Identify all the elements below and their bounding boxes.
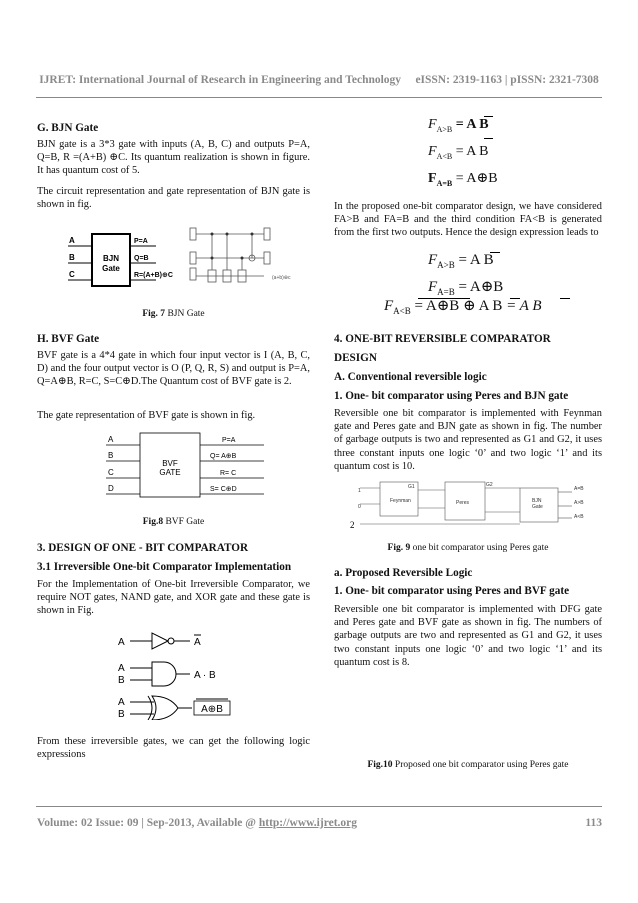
eq-top-1-rhs: = A B <box>455 117 489 132</box>
equations-top <box>428 114 498 194</box>
fig10-caption <box>334 760 602 770</box>
eq-mid-2-rhs: = A⊕B <box>458 279 504 295</box>
closing-paragraph: From these irreversible gates, we can get the following logic expressions <box>37 736 310 761</box>
not-gate-symbol <box>130 633 190 649</box>
fig8-input-d: D <box>108 484 114 493</box>
footer-volume: Volume: 02 Issue: 09 | Sep-2013, Available @ <box>37 817 259 829</box>
fig7-output-p: P=A <box>134 238 148 245</box>
fig7-quantum-output: (a+b)⊕c <box>272 275 291 281</box>
not-gate-output: A <box>194 637 201 648</box>
heading-peres-bjn: 1. One- bit comparator using Peres and BJN gate <box>334 390 569 402</box>
fig7-box-label-1: BJN <box>102 254 120 263</box>
fig7-caption-text: BJN Gate <box>167 309 205 319</box>
and-gate-input-b: B <box>118 675 125 686</box>
xor-gate-input-a: A <box>118 697 125 708</box>
fig7-output-r: R=(A+B)⊕C <box>134 272 173 279</box>
eq-mid-3: $F_{A<B}$ = A⊕B ⊕ A B = A B <box>384 298 542 316</box>
fig7-caption <box>37 309 310 319</box>
heading-bjn-gate: G. BJN Gate <box>37 122 99 134</box>
header-rule <box>36 97 602 98</box>
fig7-box-label-2: Gate <box>102 264 120 273</box>
eq-mid-2: $F_{A=B}$ = A⊕B <box>428 279 504 297</box>
eq-mid-3-part-c: = A B <box>506 298 542 314</box>
fig8-input-c: C <box>108 468 114 477</box>
fig8-input-a: A <box>108 435 114 444</box>
fig8-bvf-diagram <box>104 430 274 500</box>
fig8-caption-label: Fig.8 <box>142 517 164 527</box>
fig9-caption-text: one bit comparator using Peres gate <box>412 543 549 553</box>
bjn-paragraph-2: The circuit representation and gate representation of BJN gate is shown in fig. <box>37 186 310 211</box>
fig9-caption <box>334 543 602 553</box>
eq-top-3-rhs: = A⊕B <box>455 170 498 186</box>
fig8-caption <box>37 517 310 527</box>
fig8-caption-text: BVF Gate <box>165 517 205 527</box>
fig10-caption-text: Proposed one bit comparator using Peres gate <box>394 760 569 770</box>
xor-gate-output: A⊕B <box>201 704 223 715</box>
eq-mid-1-rhs: = A B <box>458 252 494 268</box>
fig9-comparator-diagram <box>350 478 600 534</box>
fig9-output-gt: A>B <box>574 500 584 506</box>
fig8-box-label-2: GATE <box>159 468 181 477</box>
page-number: 113 <box>585 817 602 829</box>
xor-gate-input-b: B <box>118 709 125 720</box>
fig8-output-s: S= C⊕D <box>210 486 237 493</box>
fig9-output-lt: A<B <box>574 514 584 520</box>
fig8-input-b: B <box>108 451 114 460</box>
journal-issn: eISSN: 2319-1163 | pISSN: 2321-7308 <box>415 74 599 86</box>
fig9-feynman-label: Feynman <box>390 498 411 504</box>
fig7-input-a: A <box>69 236 75 245</box>
footer-link[interactable]: http://www.ijret.org <box>258 817 358 829</box>
fig9-bjn-label-1: BJN <box>532 498 542 504</box>
footer <box>37 817 602 829</box>
heading-conventional: A. Conventional reversible logic <box>334 371 487 383</box>
peres-bvf-paragraph: Reversible one bit comparator is implemented with DFG gate and Peres gate and BVF gate as shown in fig. The numbers of garbage outputs are two and represented as G1 and G2, it uses two constant inputs one logic ‘0’ and two logic ‘1’ and its quantum cost is 8. <box>334 604 602 668</box>
eq-top-3: $F_{A=B}$ = A⊕B <box>428 170 498 188</box>
eq-top-2: $F_{A<B} = A$ B <box>428 143 489 161</box>
eq-mid-3-part-a: = A⊕B <box>414 298 460 314</box>
eq-top-1: $F_{A>B} = A$ B <box>428 117 489 134</box>
fig9-garbage-g1: G1 <box>408 484 415 490</box>
peres-bjn-paragraph: Reversible one bit comparator is implemented with Feynman gate and Peres gate and BJN gate as shown in fig. The number of garbage outputs is two and represented as G1 and G2, it uses three constant inputs one logic ‘0’ and two logic ‘1’ and its quantum cost is 10. <box>334 408 602 472</box>
fig7-input-c: C <box>69 270 75 279</box>
eq-top-2-rhs: = A B <box>455 143 489 159</box>
fig8-output-q: Q= A⊕B <box>210 453 237 460</box>
fig8-box-label-1: BVF <box>162 459 178 468</box>
and-gate-input-a: A <box>118 663 125 674</box>
logic-gates-figure <box>112 630 252 720</box>
bvf-paragraph-1: BVF gate is a 4*4 gate in which four input vector is I (A, B, C, D) and the four output vector is O (P, Q, R, S) and output is P=A, Q=A⊕B, R=C, S=C⊕D.The Quantum cost of BVF gate is 2. <box>37 350 310 388</box>
eq-mid-3-op: ⊕ <box>463 298 476 314</box>
fig7-output-q: Q=B <box>134 255 149 262</box>
fig9-garbage-g2: G2 <box>486 482 493 488</box>
equations-mid <box>428 249 503 303</box>
fig9-input-0: 0 <box>358 504 361 510</box>
fig7-quantum-circuit <box>190 228 270 282</box>
section-3-1-paragraph: For the Implementation of One-bit Irreversible Comparator, we require NOT gates, NAND gate, and XOR gate and these gate is shown in Fig. <box>37 579 310 617</box>
heading-section-4: 4. ONE-BIT REVERSIBLE COMPARATOR <box>334 333 551 345</box>
journal-title: IJRET: International Journal of Research in Engineering and Technology <box>39 74 402 86</box>
and-gate-symbol <box>130 662 190 686</box>
not-gate-input: A <box>118 637 125 648</box>
fig9-output-eq: A=B <box>574 486 584 492</box>
heading-peres-bvf: 1. One- bit comparator using Peres and BVF gate <box>334 585 570 597</box>
heading-bvf-gate: H. BVF Gate <box>37 333 100 345</box>
fig9-bjn-label-2: Gate <box>532 504 543 510</box>
fig7-bjn-diagram <box>64 226 294 292</box>
heading-section-4-line2: DESIGN <box>334 352 377 364</box>
footer-rule <box>36 806 602 807</box>
fig8-output-r: R= C <box>220 470 237 477</box>
fig7-input-b: B <box>69 253 75 262</box>
heading-section-3: 3. DESIGN OF ONE - BIT COMPARATOR <box>37 542 249 554</box>
fig9-caption-label: Fig. 9 <box>387 543 411 553</box>
heading-proposed: a. Proposed Reversible Logic <box>334 567 473 579</box>
fig9-peres-label: Peres <box>456 500 470 506</box>
bvf-paragraph-2: The gate representation of BVF gate is shown in fig. <box>37 410 256 421</box>
fig9-label-2: 2 <box>350 520 355 530</box>
right-paragraph-1: In the proposed one-bit comparator design, we have considered FA>B and FA=B and the third condition FA<B is generated from the first two outputs. Hence the design expression leads to <box>334 201 602 239</box>
fig9-input-1: 1 <box>358 488 361 494</box>
and-gate-output: A · B <box>194 670 216 681</box>
fig7-caption-label: Fig. 7 <box>142 309 166 319</box>
heading-section-3-1: 3.1 Irreversible One-bit Comparator Implementation <box>37 561 292 573</box>
bjn-paragraph-1: BJN gate is a 3*3 gate with inputs (A, B, C) and outputs P=A, Q=B, R =(A+B) ⊕C. Its quantum realization is shown in figure. It has quantum cost of 5. <box>37 139 310 177</box>
fig8-output-p: P=A <box>222 437 236 444</box>
xor-gate-symbol <box>130 696 192 720</box>
eq-mid-3-part-b: A B <box>478 298 503 314</box>
fig10-caption-label: Fig.10 <box>367 760 393 770</box>
running-header <box>0 74 638 86</box>
eq-mid-1: $F_{A>B} = A$ B <box>428 252 494 270</box>
